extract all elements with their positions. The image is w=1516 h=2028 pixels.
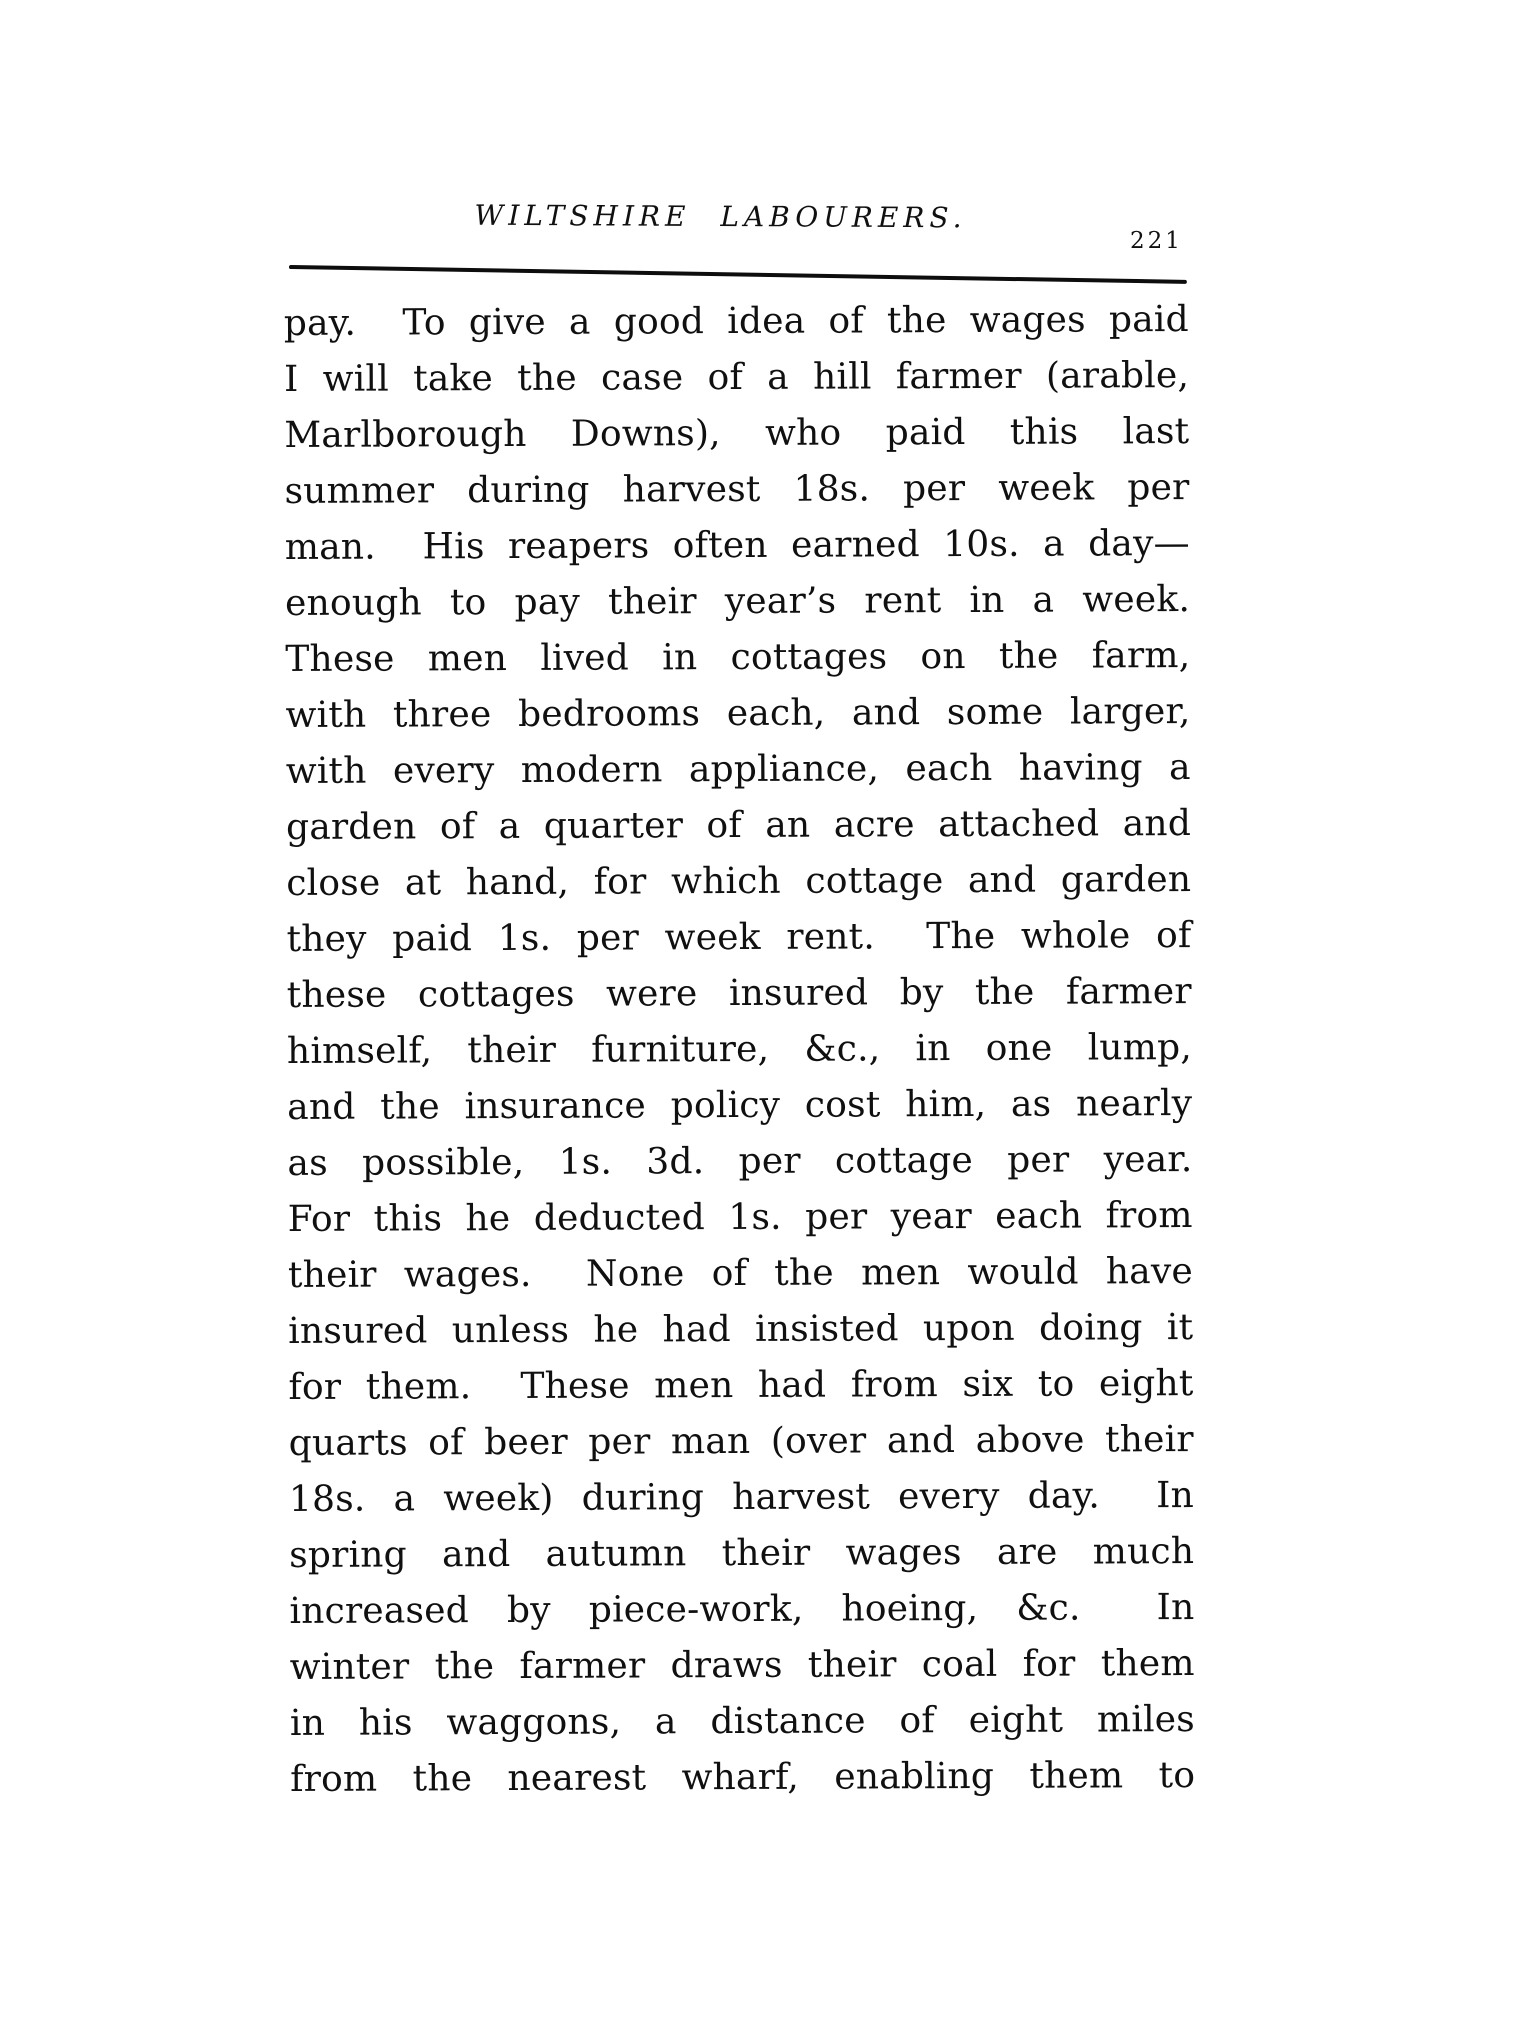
text-line: 18s. a week) during harvest every day. In bbox=[288, 1475, 1195, 1520]
text-line: man. His reapers often earned 10s. a day— bbox=[284, 523, 1190, 568]
text-line: as possible, 1s. 3d. per cottage per year. bbox=[287, 1139, 1193, 1184]
text-line: close at hand, for which cottage and garden bbox=[286, 859, 1192, 904]
text-line: winter the farmer draws their coal for them bbox=[289, 1643, 1195, 1688]
text-line: garden of a quarter of an acre attached and bbox=[285, 803, 1192, 848]
text-line: summer during harvest 18s. per week per bbox=[284, 467, 1190, 512]
text-line: These men lived in cottages on the farm, bbox=[285, 635, 1191, 680]
text-line: in his waggons, a distance of eight miles bbox=[289, 1699, 1196, 1744]
text-line: insured unless he had insisted upon doing it bbox=[288, 1307, 1194, 1352]
text-line: For this he deducted 1s. per year each from bbox=[287, 1195, 1193, 1240]
text-line: increased by piece-work, hoeing, &c. In bbox=[289, 1587, 1195, 1632]
page-number: 221 bbox=[1130, 228, 1183, 254]
text-line: quarts of beer per man (over and above their bbox=[288, 1419, 1194, 1464]
text-line: with three bedrooms each, and some larger, bbox=[285, 691, 1191, 736]
text-line: I will take the case of a hill farmer (arable, bbox=[283, 355, 1190, 400]
header-rule bbox=[289, 265, 1187, 284]
text-line: with every modern appliance, each having a bbox=[285, 747, 1191, 792]
body-text bbox=[284, 292, 1196, 1808]
text-line: himself, their furniture, &c., in one lump, bbox=[286, 1027, 1193, 1072]
text-line: they paid 1s. per week rent. The whole of bbox=[286, 915, 1192, 960]
text-line: their wages. None of the men would have bbox=[287, 1251, 1194, 1296]
text-line: and the insurance policy cost him, as nearly bbox=[287, 1083, 1193, 1128]
text-line: for them. These men had from six to eight bbox=[288, 1363, 1194, 1408]
text-line: these cottages were insured by the farmer bbox=[286, 971, 1192, 1016]
text-line: enough to pay their year’s rent in a week. bbox=[284, 579, 1191, 624]
text-line: from the nearest wharf, enabling them to bbox=[290, 1755, 1196, 1800]
text-line: pay. To give a good idea of the wages paid bbox=[283, 299, 1189, 344]
running-header-title: WILTSHIRE LABOURERS. bbox=[474, 198, 967, 235]
text-line: Marlborough Downs), who paid this last bbox=[284, 411, 1190, 456]
text-line: spring and autumn their wages are much bbox=[289, 1531, 1195, 1576]
